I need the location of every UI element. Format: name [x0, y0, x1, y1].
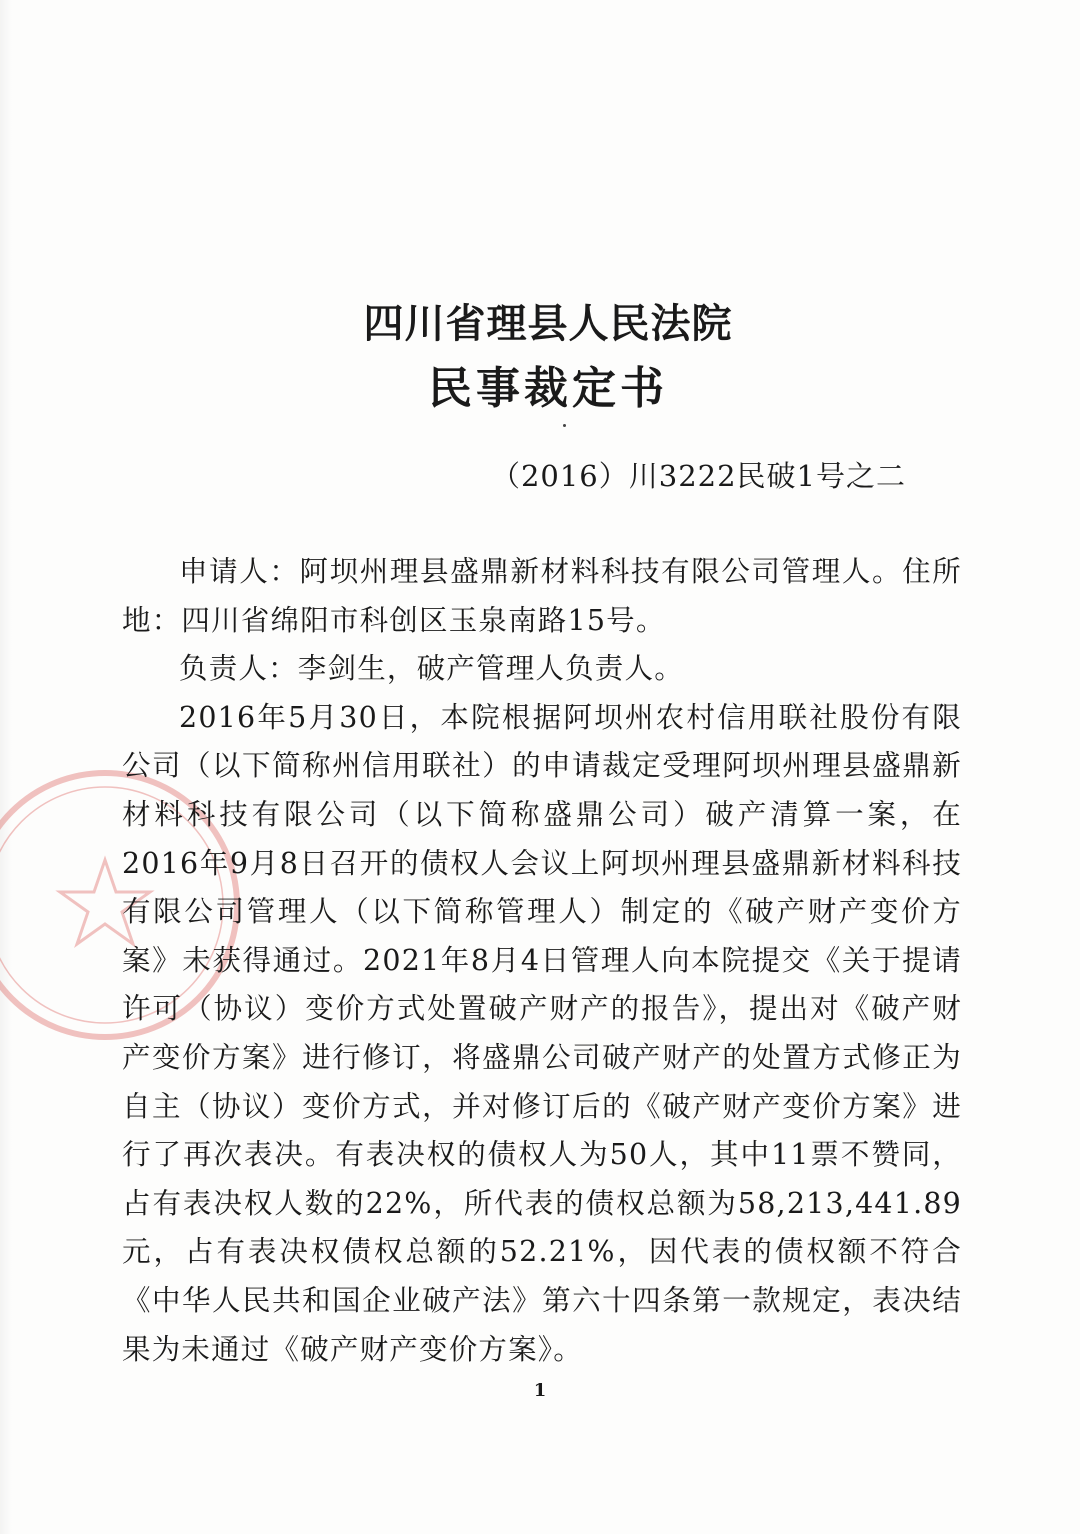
case-facts-paragraph: 2016年5月30日，本院根据阿坝州农村信用联社股份有限公司（以下简称州信用联社）的申请裁定受理阿坝州理县盛鼎新材料科技有限公司（以下简称盛鼎公司）破产清算一案，在2016年9月8日召开的债权人会议上阿坝州理县盛鼎新材料科技有限公司管理人（以下简称管理人）制定的《破产财产变价方案》未获得通过。2021年8月4日管理人向本院提交《关于提请许可（协议）变价方式处置破产财产的报告》，提出对《破产财产变价方案》进行修订，将盛鼎公司破产财产的处置方式修正为自主（协议）变价方式，并对修订后的《破产财产变价方案》进行了再次表决。有表决权的债权人为50人，其中11票不赞同，占有表决权人数的22%，所代表的债权总额为58,213,441.89元，占有表决权债权总额的52.21%，因代表的债权额不符合《中华人民共和国企业破产法》第六十四条第一款规定，表决结果为未通过《破产财产变价方案》。	[122, 700, 962, 1366]
applicant-paragraph: 申请人：阿坝州理县盛鼎新材料科技有限公司管理人。住所地：四川省绵阳市科创区玉泉南路15号。	[122, 555, 962, 637]
court-name: 四川省理县人民法院	[363, 301, 733, 347]
scan-shadow	[0, 0, 12, 1534]
responsible-person-paragraph: 负责人：李剑生，破产管理人负责人。	[179, 652, 684, 686]
print-speck	[563, 424, 566, 427]
page-number: 1	[533, 1380, 547, 1401]
document-body	[122, 548, 962, 1374]
document-title: 民事裁定书	[428, 363, 668, 414]
case-number: （2016）川3222民破1号之二	[490, 459, 906, 493]
